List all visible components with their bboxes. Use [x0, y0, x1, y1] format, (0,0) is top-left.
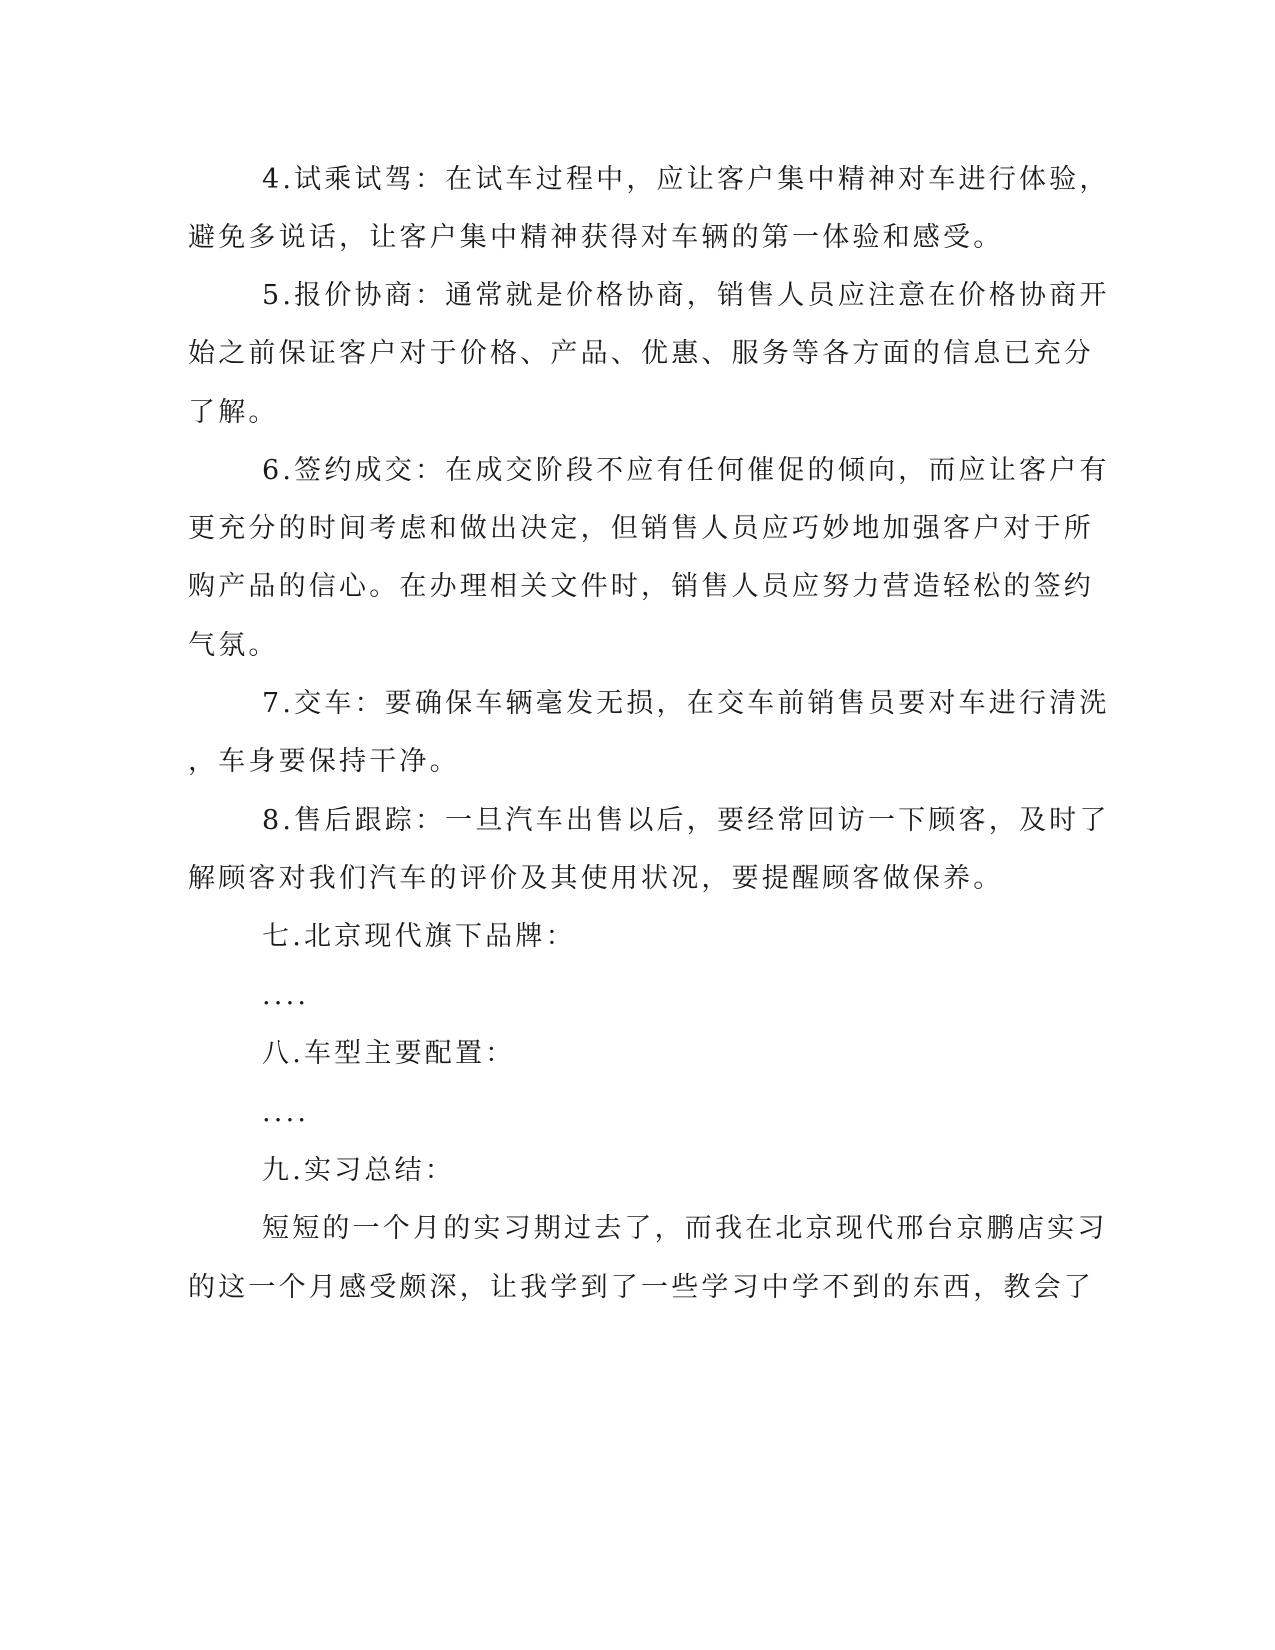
paragraph-8-line-1: 8.售后跟踪：一旦汽车出售以后，要经常回访一下顾客，及时了 — [262, 805, 1110, 836]
section-7-ellipsis: .... — [262, 980, 310, 1011]
paragraph-5-line-3: 了解。 — [188, 397, 279, 428]
paragraph-6-line-2: 更充分的时间考虑和做出决定，但销售人员应巧妙地加强客户对于所 — [188, 513, 1094, 544]
summary-line-2: 的这一个月感受颇深，让我学到了一些学习中学不到的东西，教会了 — [188, 1272, 1094, 1303]
paragraph-4-line-2: 避免多说话，让客户集中精神获得对车辆的第一体验和感受。 — [188, 222, 1004, 253]
paragraph-5-line-1: 5.报价协商：通常就是价格协商，销售人员应注意在价格协商开 — [262, 280, 1110, 311]
paragraph-6-line-1: 6.签约成交：在成交阶段不应有任何催促的倾向，而应让客户有 — [262, 455, 1110, 486]
section-9-heading: 九.实习总结： — [262, 1155, 455, 1186]
paragraph-6-line-3: 购产品的信心。在办理相关文件时，销售人员应努力营造轻松的签约 — [188, 571, 1094, 602]
paragraph-8-line-2: 解顾客对我们汽车的评价及其使用状况，要提醒顾客做保养。 — [188, 863, 1004, 894]
paragraph-5-line-2: 始之前保证客户对于价格、产品、优惠、服务等各方面的信息已充分 — [188, 338, 1094, 369]
paragraph-6-line-4: 气氛。 — [188, 630, 279, 661]
section-8-ellipsis: .... — [262, 1097, 310, 1128]
paragraph-7-line-2: ，车身要保持干净。 — [188, 746, 460, 777]
paragraph-4-line-1: 4.试乘试驾：在试车过程中，应让客户集中精神对车进行体验， — [262, 164, 1110, 195]
section-8-heading: 八.车型主要配置： — [262, 1038, 516, 1069]
summary-line-1: 短短的一个月的实习期过去了，而我在北京现代邢台京鹏店实习 — [262, 1213, 1108, 1244]
section-7-heading: 七.北京现代旗下品牌： — [262, 921, 576, 952]
paragraph-7-line-1: 7.交车：要确保车辆毫发无损，在交车前销售员要对车进行清洗 — [262, 688, 1110, 719]
